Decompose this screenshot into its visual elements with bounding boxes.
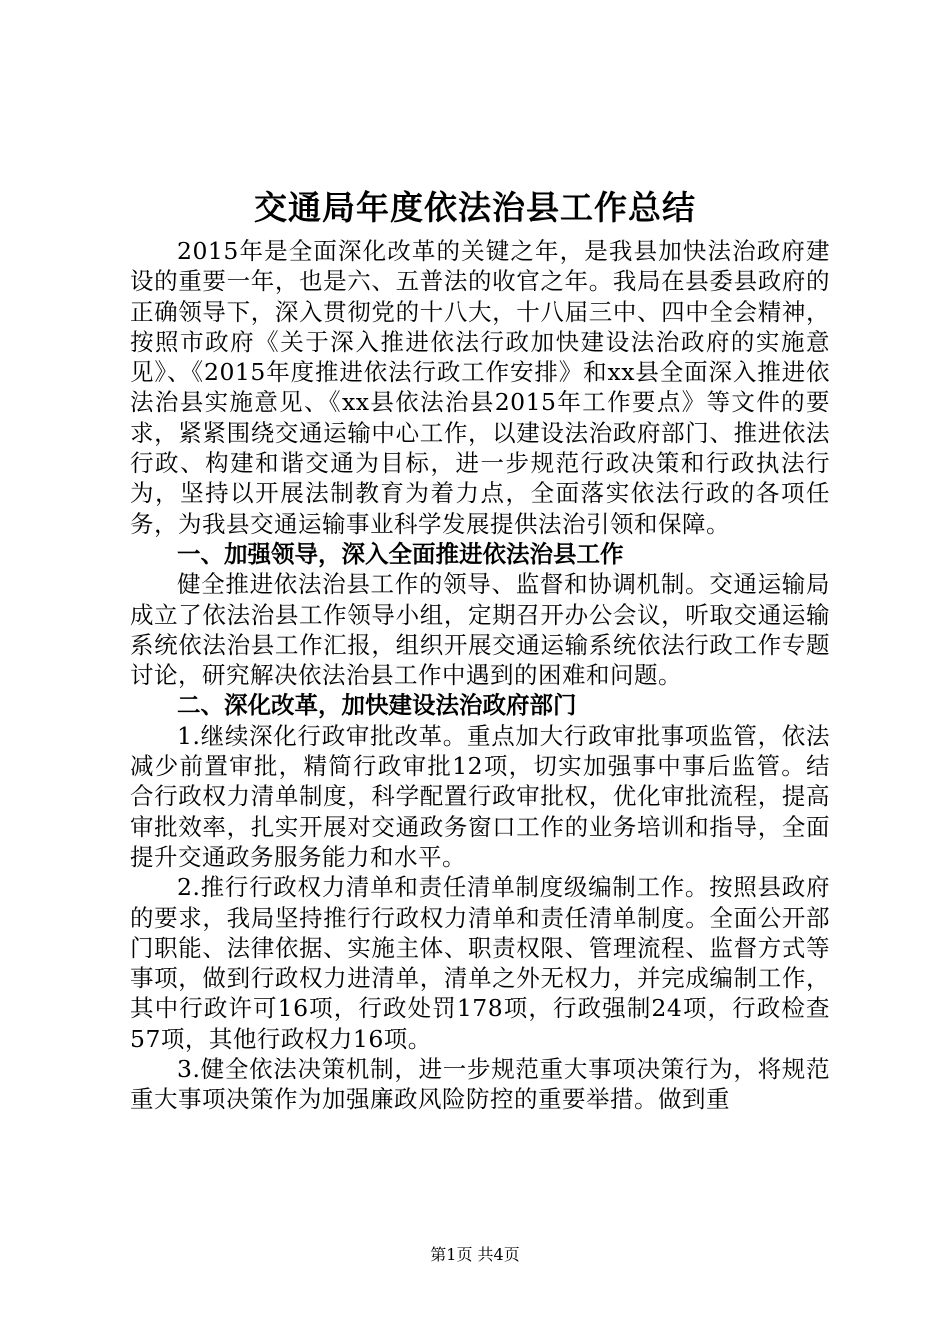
- document-title: 交通局年度依法治县工作总结: [254, 188, 696, 227]
- section-2-item-2: 2.推行行政权力清单和责任清单制度级编制工作。按照县政府的要求，我局坚持推行行政权力清单和责任清单制度。全面公开部门职能、法律依据、实施主体、职责权限、管理流程、监督方式等事项，做到行政权力进清单，清单之外无权力，并完成编制工作，其中行政许可16项，行政处罚178项，行政强制24项，行政检查57项，其他行政权力16项。: [130, 873, 830, 1053]
- section-heading-1: 一、加强领导，深入全面推进依法治县工作: [177, 539, 624, 568]
- page-number-footer: 第1页 共4页: [430, 1245, 520, 1264]
- section-2-item-3: 3.健全依法决策机制，进一步规范重大事项决策行为，将规范重大事项决策作为加强廉政风险防控的重要举措。做到重: [130, 1055, 830, 1114]
- section-heading-2: 二、深化改革，加快建设法治政府部门: [177, 691, 577, 720]
- document-body: [130, 236, 830, 1115]
- section-2-item-1: 1.继续深化行政审批改革。重点加大行政审批事项监管，依法减少前置审批，精简行政审批12项，切实加强事中事后监管。结合行政权力清单制度，科学配置行政审批权，优化审批流程，提高审批效率，扎实开展对交通政务窗口工作的业务培训和指导，全面提升交通政务服务能力和水平。: [130, 721, 830, 871]
- intro-paragraph: 2015年是全面深化改革的关键之年，是我县加快法治政府建设的重要一年，也是六、五普法的收官之年。我局在县委县政府的正确领导下，深入贯彻党的十八大，十八届三中、四中全会精神，按照市政府《关于深入推进依法行政加快建设法治政府的实施意见》、《2015年度推进依法行政工作安排》和xx县全面深入推进依法治县实施意见、《xx县依法治县2015年工作要点》等文件的要求，紧紧围绕交通运输中心工作，以建设法治政府部门、推进依法行政、构建和谐交通为目标，进一步规范行政决策和行政执法行为，坚持以开展法制教育为着力点，全面落实依法行政的各项任务，为我县交通运输事业科学发展提供法治引领和保障。: [130, 237, 830, 538]
- section-1-paragraph: 健全推进依法治县工作的领导、监督和协调机制。交通运输局成立了依法治县工作领导小组，定期召开办公会议，听取交通运输系统依法治县工作汇报，组织开展交通运输系统依法行政工作专题讨论，研究解决依法治县工作中遇到的困难和问题。: [130, 570, 830, 690]
